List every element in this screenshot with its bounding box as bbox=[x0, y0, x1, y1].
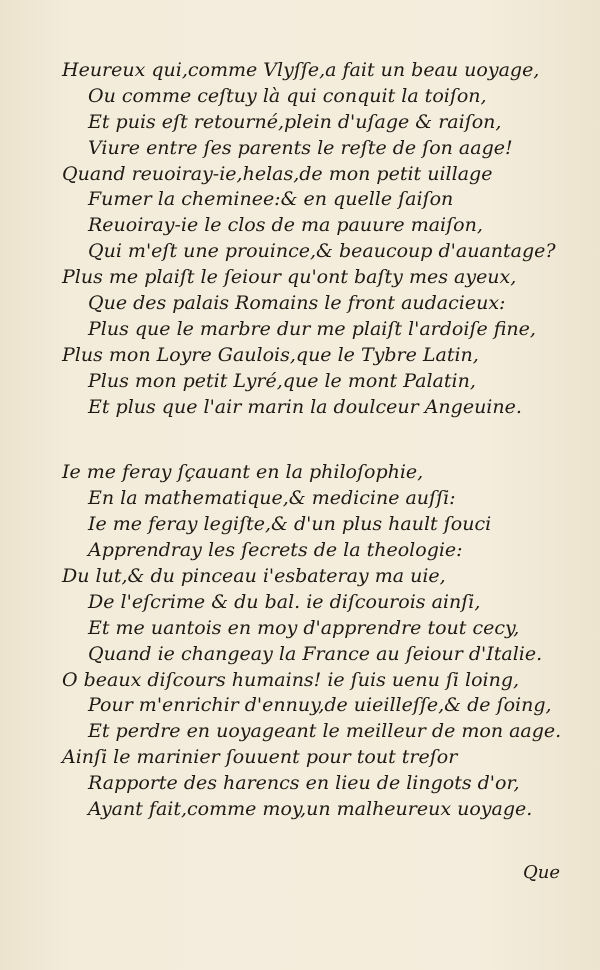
catchword: Que bbox=[522, 862, 560, 883]
verse-line: Et me uantois en moy d'apprendre tout cecy, bbox=[88, 616, 520, 639]
verse-line: Plus que le marbre dur me plaiſt l'ardoiſe fine, bbox=[88, 317, 536, 340]
verse-line: Ie me feray ſçauant en la philoſophie, bbox=[62, 461, 424, 484]
verse-line: Rapporte des harencs en lieu de lingots d'or, bbox=[88, 772, 520, 795]
verse-line: Apprendray les ſecrets de la theologie: bbox=[88, 539, 463, 562]
verse-line: Du lut,& du pinceau i'esbateray ma uie, bbox=[62, 565, 446, 588]
verse-line: Fumer la cheminee:& en quelle ſaiſon bbox=[88, 188, 454, 211]
verse-line: Ou comme ceſtuy là qui conquit la toiſon, bbox=[88, 84, 487, 107]
stanza-1 bbox=[0, 58, 600, 420]
verse-line: Quand ie changeay la France au ſeiour d'Italie. bbox=[88, 642, 543, 665]
stanza-2 bbox=[0, 460, 600, 822]
verse-line: Qui m'eſt une prouince,& beaucoup d'auantage? bbox=[88, 240, 556, 263]
poem bbox=[0, 58, 600, 823]
verse-line: Plus mon Loyre Gaulois,que le Tybre Latin, bbox=[62, 343, 479, 366]
verse-line: Et puis eſt retourné,plein d'uſage & raiſon, bbox=[88, 110, 502, 133]
verse-line: Quand reuoiray-ie,helas,de mon petit uillage bbox=[62, 162, 493, 185]
verse-line: Que des palais Romains le front audacieux: bbox=[88, 292, 506, 315]
verse-line: Ie me feray legiſte,& d'un plus hault ſouci bbox=[88, 513, 492, 536]
verse-line: Ayant fait,comme moy,un malheureux uoyage. bbox=[88, 798, 533, 821]
verse-line: Pour m'enrichir d'ennuy,de uieilleſſe,& de ſoing, bbox=[88, 694, 552, 717]
verse-line: Heureux qui,comme Vlyſſe,a fait un beau uoyage, bbox=[62, 59, 540, 81]
verse-line: De l'eſcrime & du bal. ie diſcourois ainſi, bbox=[88, 590, 481, 613]
stanza-gap bbox=[0, 420, 600, 460]
verse-line: Et plus que l'air marin la doulceur Angeuine. bbox=[88, 395, 522, 418]
verse-line: Plus mon petit Lyré,que le mont Palatin, bbox=[88, 369, 476, 392]
verse-line: Viure entre ſes parents le reſte de ſon aage! bbox=[88, 136, 513, 159]
verse-line: En la mathematique,& medicine auſſi: bbox=[88, 487, 456, 510]
verse-line: Reuoiray-ie le clos de ma pauure maiſon, bbox=[88, 214, 483, 237]
verse-line: Et perdre en uoyageant le meilleur de mon aage. bbox=[88, 720, 562, 743]
verse-line: O beaux diſcours humains! ie ſuis uenu ſi loing, bbox=[62, 668, 520, 691]
verse-line: Plus me plaiſt le ſeiour qu'ont baſty mes ayeux, bbox=[62, 266, 517, 289]
verse-line: Ainſi le marinier ſouuent pour tout treſor bbox=[62, 746, 458, 769]
